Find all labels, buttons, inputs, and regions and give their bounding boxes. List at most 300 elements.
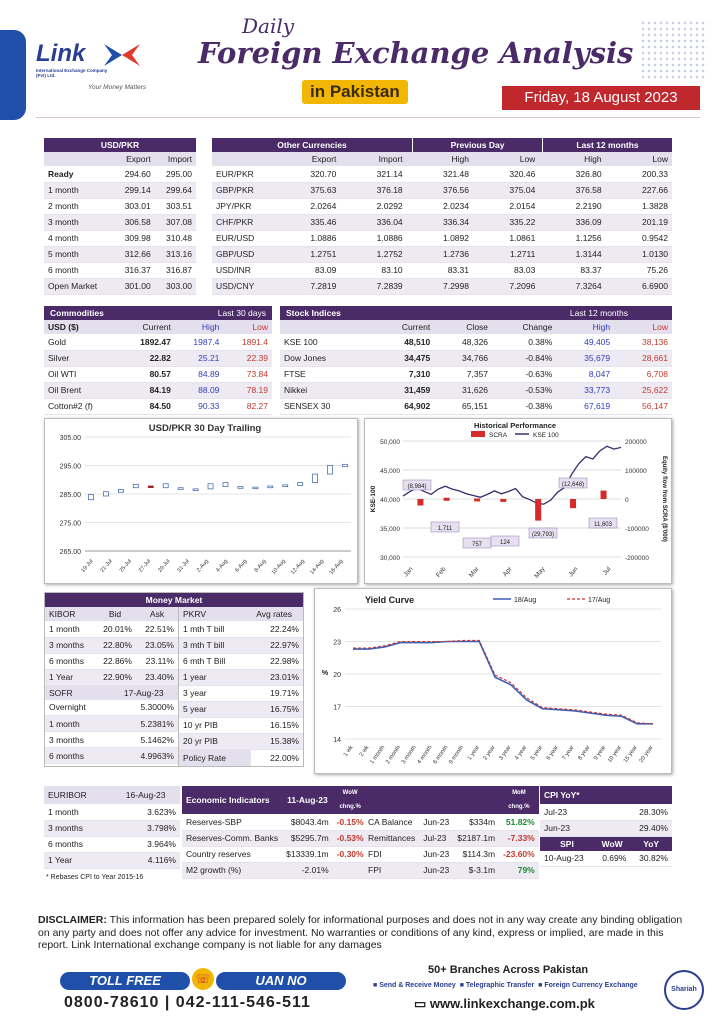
y-tick-label: 305.00 — [59, 435, 81, 442]
prev-low: 1.0861 — [473, 230, 539, 246]
x-tick-label: 2 wk — [358, 744, 371, 758]
ask-value: 23.40% — [136, 669, 178, 685]
x-tick-label: 6-Aug — [234, 558, 249, 574]
table-row — [364, 862, 539, 878]
close-value: 34,766 — [434, 350, 492, 366]
high-12m: 336.09 — [539, 214, 605, 230]
change-value: -0.84% — [492, 350, 556, 366]
pair-label: USD/CNY — [212, 278, 274, 294]
mom-change: 51.82% — [499, 814, 539, 830]
row-label: 5 month — [44, 246, 113, 262]
export-value: 316.37 — [113, 262, 154, 278]
x-tick-label: 14-Aug — [309, 558, 326, 576]
export-value: 2.0264 — [274, 198, 340, 214]
usd-pkr-trailing-chart — [44, 418, 358, 584]
euribor-table — [44, 786, 180, 869]
col-pkrv: PKRV — [179, 607, 245, 621]
index-name: KSE 100 — [280, 334, 372, 350]
economic-indicators-table — [182, 786, 362, 879]
table-row — [212, 278, 672, 294]
import-value: 1.2752 — [340, 246, 406, 262]
table-row — [364, 814, 539, 830]
x-tick-label: 1 year — [466, 744, 481, 762]
chart-title: Yield Curve — [365, 595, 415, 605]
y-tick-label: 30,000 — [380, 555, 400, 562]
table-row — [44, 350, 272, 366]
pair-label: CHF/PKR — [212, 214, 274, 230]
tenor: 1 mth T bill — [179, 621, 245, 637]
policy-rate-label: Policy Rate — [179, 750, 251, 766]
uan-number[interactable]: 042-111-546-511 — [175, 994, 311, 1011]
table-row — [45, 637, 178, 653]
service-bullet: ■ — [457, 982, 466, 989]
tenor: 6 months — [44, 836, 111, 852]
policy-rate-value: 22.00% — [270, 752, 299, 763]
change-value: -0.53% — [492, 382, 556, 398]
y-tick-label: 14 — [333, 737, 341, 744]
candle — [163, 484, 168, 488]
indicator-value: -2.01% — [282, 862, 333, 878]
low-value: 28,661 — [614, 350, 672, 366]
low-value: 56,147 — [614, 398, 672, 414]
shariah-badge: Shariah — [664, 970, 704, 1010]
table-row — [44, 398, 272, 414]
disclaimer-text: This information has been prepared solely for informational purposes and does not in any way create any binding obligation on any party and does not offer any advice for investment. No warranties or conditions of any kind, express or implied, are made in this report. Link International exchange company is not liable for any damages — [38, 914, 683, 951]
series-18aug — [353, 642, 653, 724]
high-12m: 2.2190 — [539, 198, 605, 214]
col-current: Current — [120, 320, 175, 334]
table-row — [280, 398, 672, 414]
current-value: 22.82 — [120, 350, 175, 366]
cpi-value: 29.40% — [603, 820, 672, 836]
prev-low: 2.0154 — [473, 198, 539, 214]
indicator-name: Reserves-SBP — [182, 814, 282, 830]
pair-label: GBP/PKR — [212, 182, 274, 198]
table-row — [280, 334, 672, 350]
commodity-name: Silver — [44, 350, 120, 366]
period: Jun-23 — [540, 820, 603, 836]
candle — [148, 486, 153, 488]
brand-subtitle: International Exchange Company (Pvt) Ltd. — [36, 68, 108, 78]
import-value: 83.10 — [340, 262, 406, 278]
sofr-value: 5.2381% — [109, 716, 178, 732]
high-value: 8,047 — [556, 366, 614, 382]
previous-day-title: Previous Day — [412, 138, 542, 152]
bid-value: 22.90% — [94, 669, 136, 685]
mom-change: 79% — [499, 862, 539, 878]
table-row — [45, 700, 178, 716]
tenor: 3 months — [45, 732, 109, 748]
high-value: 90.33 — [175, 398, 224, 414]
table-row — [179, 685, 303, 701]
import-value: 313.16 — [155, 246, 196, 262]
indicator-value: $5295.7m — [282, 830, 333, 846]
close-value: 65,151 — [434, 398, 492, 414]
period: Jun-23 — [419, 846, 453, 862]
prev-high: 83.31 — [407, 262, 473, 278]
high-value: 84.89 — [175, 366, 224, 382]
candle — [89, 495, 94, 500]
import-value: 7.2839 — [340, 278, 406, 294]
chart-title: USD/PKR 30 Day Trailing — [148, 423, 262, 434]
row-label: Ready — [44, 166, 113, 182]
y2-tick-label: 100000 — [625, 468, 647, 475]
table-row — [45, 716, 178, 732]
low-value: 22.39 — [223, 350, 272, 366]
import-value: 2.0292 — [340, 198, 406, 214]
high-value: 67,619 — [556, 398, 614, 414]
x-tick-label: 1 wk — [342, 744, 355, 758]
service-telegraphic: Telegraphic Transfer — [465, 982, 535, 989]
disclaimer — [38, 914, 688, 952]
import-value: 295.00 — [155, 166, 196, 182]
col-usd: USD ($) — [44, 320, 120, 334]
row-label: Open Market — [44, 278, 113, 294]
yield-curve-chart — [314, 588, 672, 774]
econ-date: 11-Aug-23 — [282, 786, 333, 814]
export-value: 309.98 — [113, 230, 154, 246]
sofr-value: 5.1462% — [109, 732, 178, 748]
table-row — [44, 246, 196, 262]
x-tick-label: 9 month — [448, 744, 466, 766]
mom-change: -23.60% — [499, 846, 539, 862]
money-market-table — [44, 592, 304, 767]
import-value: 310.48 — [155, 230, 196, 246]
y-tick-label: 45,000 — [380, 468, 400, 475]
low-12m: 6.6900 — [606, 278, 672, 294]
y2-tick-label: -100000 — [625, 526, 649, 533]
table-row — [182, 814, 368, 830]
bid-value: 22.86% — [94, 653, 136, 669]
current-value: 84.19 — [120, 382, 175, 398]
export-value: 1.2751 — [274, 246, 340, 262]
external-indicators-table — [364, 786, 536, 879]
x-tick-label: 5 year — [529, 744, 545, 762]
avg-rate: 22.98% — [245, 653, 303, 669]
y2-axis-label: Equity flow from SCRA ($'000) — [661, 456, 667, 542]
table-row — [45, 669, 178, 685]
export-value: 375.63 — [274, 182, 340, 198]
candle — [178, 488, 183, 490]
candle — [103, 492, 108, 496]
import-value: 376.18 — [340, 182, 406, 198]
y-tick-label: 295.00 — [59, 463, 81, 471]
service-send-receive: Send & Receive Money — [379, 982, 456, 989]
table-row — [364, 846, 539, 862]
candle — [283, 485, 288, 487]
high-12m: 83.37 — [539, 262, 605, 278]
service-bullet: ■ — [536, 982, 545, 989]
low-value: 1891.4 — [223, 334, 272, 350]
prev-low: 7.2096 — [473, 278, 539, 294]
col-low: Low — [223, 320, 272, 334]
link-x-icon — [102, 42, 142, 68]
indicator-name: Country reserves — [182, 846, 282, 862]
x-tick-label: 31-Jul — [176, 558, 191, 574]
y-tick-label: 17 — [333, 704, 341, 712]
indicator-name: M2 growth (%) — [182, 862, 282, 878]
candle — [118, 489, 123, 492]
high-value: 25.21 — [175, 350, 224, 366]
tenor: 1 year — [179, 669, 245, 685]
euribor-value: 3.964% — [111, 836, 180, 852]
row-label: 1 month — [44, 182, 113, 198]
wow-change: -0.15% — [333, 814, 368, 830]
laptop-icon: ▭ — [414, 996, 427, 1011]
title-tag: in Pakistan — [302, 80, 408, 104]
import-value: 316.87 — [155, 262, 196, 278]
scra-label: 11,603 — [594, 522, 612, 528]
tenor: 1 Year — [44, 852, 111, 868]
col-close: Close — [434, 320, 492, 334]
table-row — [44, 820, 180, 836]
y-tick-label: 40,000 — [380, 497, 400, 504]
export-value: 1.0886 — [274, 230, 340, 246]
col-spi: SPI — [540, 837, 594, 851]
indicator-value: $114.3m — [453, 846, 499, 862]
candle — [223, 483, 228, 487]
x-tick-label: 21-Jul — [99, 558, 114, 574]
services-list — [373, 982, 638, 989]
current-value: 7,310 — [372, 366, 434, 382]
tenor: 6 mth T Bill — [179, 653, 245, 669]
col-export: Export — [113, 152, 154, 166]
col-yoy: YoY — [630, 837, 672, 851]
service-bullet: ■ — [373, 982, 380, 989]
x-tick-label: 2 month — [385, 744, 403, 766]
x-tick-label: 3 year — [498, 744, 513, 762]
low-12m: 201.19 — [606, 214, 672, 230]
table-row — [44, 262, 196, 278]
euribor-value: 3.798% — [111, 820, 180, 836]
econ-title: Economic Indicators — [182, 786, 282, 814]
export-value: 294.60 — [113, 166, 154, 182]
commodities-title: Commodities — [50, 308, 104, 318]
col-import: Import — [340, 152, 406, 166]
indicator-value: $8043.4m — [282, 814, 333, 830]
x-tick-label: 6 month — [432, 744, 450, 766]
x-tick-label: 25-Jul — [118, 558, 133, 574]
table-row — [179, 621, 303, 637]
x-tick-label: 12-Aug — [290, 558, 307, 576]
x-tick-label: 3 month — [400, 744, 418, 766]
avg-rate: 16.75% — [245, 701, 303, 717]
high-value: 49,405 — [556, 334, 614, 350]
row-label: 2 month — [44, 198, 113, 214]
table-row — [45, 653, 178, 669]
table-row — [179, 701, 303, 717]
avg-rate: 22.97% — [245, 637, 303, 653]
toll-free-number[interactable]: 0800-78610 — [64, 994, 160, 1011]
stock-title: Stock Indices — [286, 308, 341, 318]
prev-high: 321.48 — [407, 166, 473, 182]
table-row — [212, 214, 672, 230]
commodity-name: Oil Brent — [44, 382, 120, 398]
pair-label: EUR/PKR — [212, 166, 274, 182]
import-value: 1.0886 — [340, 230, 406, 246]
table-row — [44, 198, 196, 214]
low-12m: 1.3828 — [606, 198, 672, 214]
low-12m: 1.0130 — [606, 246, 672, 262]
candle — [253, 487, 258, 489]
low-value: 82.27 — [223, 398, 272, 414]
y-tick-label: 285.00 — [59, 492, 81, 499]
low-12m: 227.66 — [606, 182, 672, 198]
row-label: 4 month — [44, 230, 113, 246]
econ-mom: MoM chng.% — [499, 786, 539, 814]
indicator-value: $13339.1m — [282, 846, 333, 862]
high-value: 35,679 — [556, 350, 614, 366]
export-value: 299.14 — [113, 182, 154, 198]
x-tick-label: 4 month — [416, 744, 434, 766]
col-low-12m: Low — [606, 152, 672, 166]
candle — [343, 464, 348, 466]
x-tick-label: 8-Aug — [253, 558, 268, 574]
mom-change: -7.33% — [499, 830, 539, 846]
cpi-table — [540, 786, 672, 867]
sofr-label: SOFR — [45, 686, 109, 700]
x-tick-label: 20 year — [638, 744, 655, 764]
table-row — [212, 166, 672, 182]
candle — [238, 487, 243, 489]
table-row — [212, 230, 672, 246]
candle — [313, 474, 318, 483]
table-row — [212, 262, 672, 278]
current-value: 84.50 — [120, 398, 175, 414]
kse-line — [403, 446, 621, 504]
table-row — [44, 804, 180, 820]
table-row — [364, 830, 539, 846]
col-change: Change — [492, 320, 556, 334]
tenor: 20 yr PIB — [179, 733, 245, 749]
tenor: 10 yr PIB — [179, 717, 245, 733]
cpi-value: 28.30% — [603, 804, 672, 820]
high-12m: 1.3144 — [539, 246, 605, 262]
row-label: 6 month — [44, 262, 113, 278]
period: Jul-23 — [540, 804, 603, 820]
x-tick-label: 15 year — [622, 744, 639, 764]
avg-rate: 15.38% — [245, 733, 303, 749]
sofr-value: 5.3000% — [109, 700, 178, 716]
table-row — [44, 382, 272, 398]
usd-pkr-title: USD/PKR — [44, 138, 196, 152]
table-row — [44, 230, 196, 246]
candle — [328, 466, 333, 475]
period: Jul-23 — [419, 830, 453, 846]
commodity-name: Cotton#2 (f) — [44, 398, 120, 414]
x-tick-label: 10-Aug — [270, 558, 287, 576]
col-low: Low — [473, 152, 539, 166]
table-row — [212, 198, 672, 214]
table-row — [44, 836, 180, 852]
col-wow: WoW — [594, 837, 630, 851]
table-row — [179, 669, 303, 685]
change-value: -0.63% — [492, 366, 556, 382]
x-tick-label: 29-Jul — [157, 558, 172, 574]
decor-dots — [640, 20, 708, 80]
import-value: 321.14 — [340, 166, 406, 182]
tenor: 3 mth T bill — [179, 637, 245, 653]
col-high: High — [175, 320, 224, 334]
legend-17aug: 17/Aug — [588, 597, 611, 604]
prev-low: 375.04 — [473, 182, 539, 198]
avg-rate: 16.15% — [245, 717, 303, 733]
low-12m: 200.33 — [606, 166, 672, 182]
website-link[interactable]: www.linkexchange.com.pk — [429, 996, 595, 1011]
prev-low: 83.03 — [473, 262, 539, 278]
commodity-name: Gold — [44, 334, 120, 350]
y-tick-label: 26 — [333, 607, 341, 614]
y-tick-label: 20 — [333, 672, 341, 679]
table-row — [44, 334, 272, 350]
x-tick-label: 7 year — [561, 744, 576, 762]
prev-low: 335.22 — [473, 214, 539, 230]
table-row — [179, 733, 303, 749]
uan-label: UAN NO — [216, 972, 346, 990]
current-value: 64,902 — [372, 398, 434, 414]
sofr-date: 17-Aug-23 — [109, 686, 178, 700]
euribor-label: EURIBOR — [44, 786, 111, 804]
x-tick-label: 4-Aug — [215, 558, 230, 574]
commodities-table — [44, 306, 272, 415]
indicator-name: Remittances — [364, 830, 419, 846]
prev-low: 1.2711 — [473, 246, 539, 262]
y2-tick-label: 200000 — [625, 439, 647, 446]
commodities-period: Last 30 days — [217, 308, 266, 318]
spi-date: 10-Aug-23 — [540, 851, 594, 867]
current-value: 34,475 — [372, 350, 434, 366]
period: Jun-23 — [419, 862, 453, 878]
scra-label: (8,984) — [407, 484, 427, 490]
tenor: 3 year — [179, 685, 245, 701]
close-value: 31,626 — [434, 382, 492, 398]
other-currencies-table — [212, 138, 672, 295]
high-value: 1987.4 — [175, 334, 224, 350]
other-currencies-title: Other Currencies — [212, 138, 412, 152]
tenor: 1 Year — [45, 669, 94, 685]
scra-bar — [474, 498, 480, 501]
index-name: Nikkei — [280, 382, 372, 398]
current-value: 48,510 — [372, 334, 434, 350]
import-value: 336.04 — [340, 214, 406, 230]
legend-scra: SCRA — [489, 432, 508, 439]
cpi-title: CPI YoY* — [540, 786, 672, 804]
index-name: SENSEX 30 — [280, 398, 372, 414]
x-tick-label: 2 year — [482, 744, 497, 762]
scra-bar — [570, 499, 576, 508]
col-export: Export — [274, 152, 340, 166]
prev-high: 7.2998 — [407, 278, 473, 294]
table-row — [212, 246, 672, 262]
export-value: 301.00 — [113, 278, 154, 294]
tenor: 1 month — [45, 621, 94, 637]
scra-bar — [444, 498, 450, 501]
table-row — [179, 717, 303, 733]
indicator-name: CA Balance — [364, 814, 419, 830]
x-tick-label: 8 year — [577, 744, 592, 762]
tenor: 3 months — [44, 820, 111, 836]
x-tick-label: Jun — [567, 565, 580, 579]
candle — [133, 484, 138, 487]
y-tick-label: 23 — [333, 639, 341, 647]
table-row — [179, 637, 303, 653]
candle — [268, 486, 273, 488]
close-value: 48,326 — [434, 334, 492, 350]
prev-high: 336.34 — [407, 214, 473, 230]
ask-value: 23.11% — [136, 653, 178, 669]
prev-high: 376.56 — [407, 182, 473, 198]
export-value: 7.2819 — [274, 278, 340, 294]
